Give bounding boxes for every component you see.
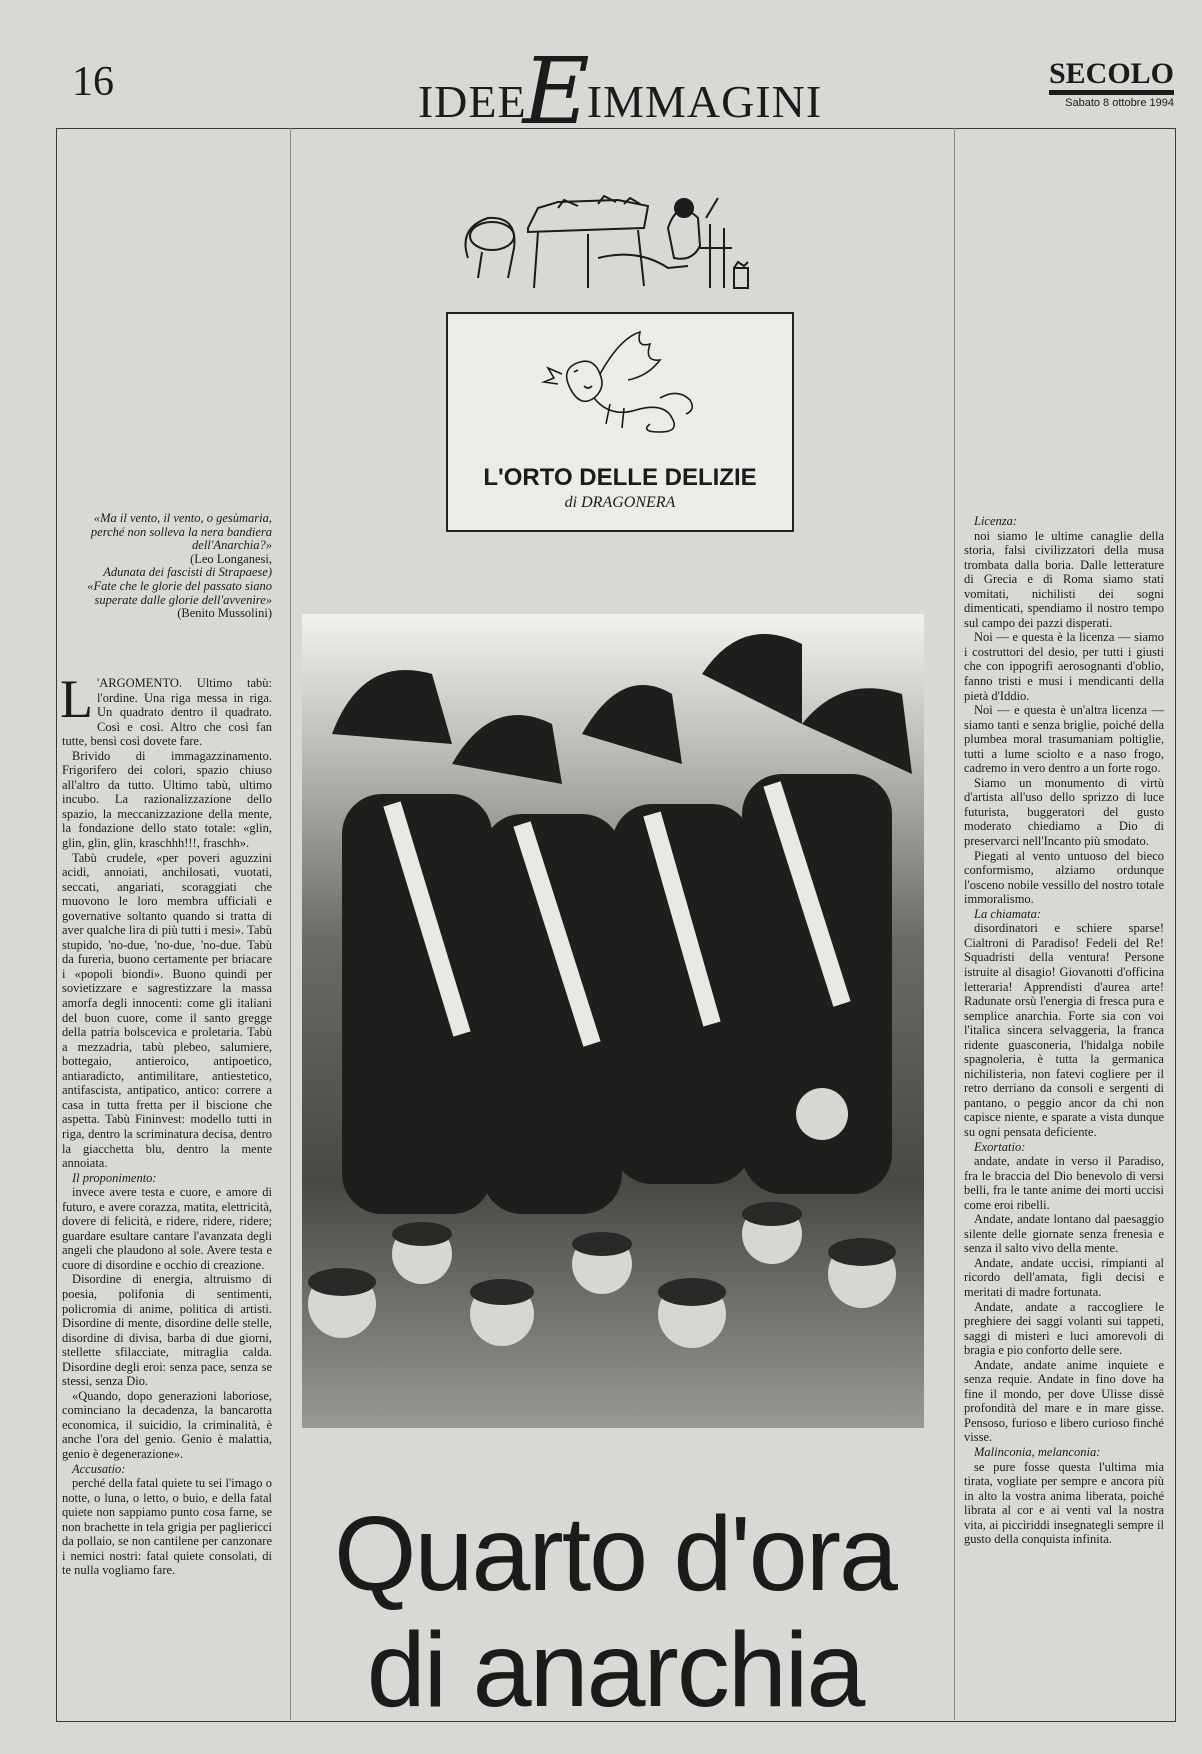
article-photo bbox=[302, 614, 924, 1428]
epigraph-source: (Benito Mussolini) bbox=[177, 606, 272, 621]
carabinieri-photo-image bbox=[302, 614, 924, 1428]
article-paragraph: Brivido di immagazzinamento. Frigorifero dei colori, spazio chiuso all'altro da tutto. Ultimo tabù, ultimo incubo. La razionalizzazione dello spazio, la meccanizzazione della mente, la fondazione dello stato totale: «glin, glin, glin, glin, kraschhh!!!, fraschh». bbox=[62, 748, 272, 851]
column-rule bbox=[954, 128, 955, 1720]
article-paragraph: invece avere testa e cuore, e amore di futuro, e avere corazza, matita, elettricità, dovere di felicità, e ridere, ridere, ridere; guardare esultare cantare l'avanzata degli angeli che plaudono al sole. Avere testa e cuore di disordine e occhio di creazione. bbox=[62, 1185, 272, 1272]
article-subhead: Il proponimento: bbox=[72, 1170, 157, 1185]
page-number: 16 bbox=[72, 59, 114, 105]
article-subhead: La chiamata: bbox=[974, 906, 1042, 921]
article-paragraph: «Quando, dopo generazioni laboriose, cominciano la decadenza, la bancarotta economica, il suicidio, la criminalità, è anche l'ora del genio. Genio è malattia, genio è degenerazione». bbox=[62, 1388, 272, 1461]
drop-cap: L bbox=[60, 669, 93, 729]
paper-name: SECOLO bbox=[1049, 58, 1174, 95]
epigraph bbox=[70, 512, 272, 621]
article-paragraph: Andate, andate a raccogliere le preghiere dei saggi volanti sui tappeti, saggi di misteri e luci amorevoli di bragia e pio conforto delle sere. bbox=[964, 1299, 1164, 1358]
article-subhead: Licenza: bbox=[974, 514, 1018, 528]
article-paragraph: disordinatori e schiere sparse! Cialtroni di Paradiso! Fedeli del Re! Squadristi della ventura! Persone istruite al disagio! Giovanotti d'officina letteraria! Apprendisti d'aurea arte! Radunate orsù l'energia di fresca pura e semplice anarchia. Forte sia con voi l'italica sincera selvaggeria, la franca ridente guasconeria, l'hidalga nobile spagnoleria, è tutta la germanica nichilisteria, non fatevi cogliere per il retro derriano da consoli e sergenti di pantano, o peggio ancor da chi non capisce niente, e sparate a vista dunque su ogni pensata deficiente. bbox=[964, 921, 1164, 1139]
article-subhead: Malinconia, melanconia: bbox=[974, 1445, 1101, 1459]
article-paragraph: Andate, andate anime inquiete e senza requie. Andate in fino dove ha fine il mondo, per dove Ulisse dissè profondità del mare e in mare gisse. Pensoso, furioso e libero curioso finché visse. bbox=[964, 1357, 1164, 1445]
headline-line: di anarchia bbox=[366, 1611, 864, 1729]
article-paragraph: Noi — e questa è un'altra licenza — siamo tanti e senza briglie, poiché della plumbea moral trasumaniam poltiglie, tutti a lume sciolto e a naso frogo, cadremo in vero dentro a un forte rogo. bbox=[964, 703, 1164, 776]
article-paragraph: noi siamo le ultime canaglie della storia, falsi civilizzatori della musa trombata dalla boria. Dalle letterature di Grecia e di Roma siamo stati vomitati, nichilisti dei sogni dimenticati, spendiamo il nostro tempo sul campo dei pazzi disperati. bbox=[964, 528, 1164, 630]
epigraph-quote: «Fate che le glorie del passato siano superate dalle glorie dell'avvenire» bbox=[87, 578, 272, 607]
article-paragraph: andate, andate in verso il Paradiso, fra le braccia del Dio benevolo di versi belli, fra le tante anime dei morti uccisi come eroi ribelli. bbox=[964, 1154, 1164, 1212]
article-paragraph: Disordine di energia, altruismo di poesia, polifonia di sentimenti, policromia di anime, politica di artisti. Disordine di mente, disordine delle stelle, disordine di divisa, barba di due giorni, stellette sfilacciate, mitraglia calda. Disordine degli eroi: senza pace, senza se stessi, senza Dio. bbox=[62, 1272, 272, 1389]
column-name: L'ORTO DELLE DELIZIE bbox=[483, 464, 757, 491]
office-cartoon-illustration bbox=[448, 188, 760, 298]
article-paragraph: Andate, andate uccisi, rimpianti al ricordo dell'amata, figli decisi e meritati di madre fortunata. bbox=[964, 1255, 1164, 1299]
section-title-prefix: IDEE bbox=[417, 76, 527, 127]
dragon-icon bbox=[540, 328, 700, 438]
epigraph-source: (Leo Longanesi, bbox=[190, 551, 272, 566]
section-title-e: E bbox=[522, 38, 591, 145]
epigraph-quote: «Ma il vento, il vento, o gesùmaria, perché non solleva la nera bandiera dell'Anarchia?» bbox=[90, 511, 272, 553]
article-paragraph: se pure fosse questa l'ultima mia tirata, vogliate per sempre e ancora più in alto la vostra anima liberata, poiché librata al cor e ai venti val la nostra vita, ai piccìriddi insegnategli sempre il gusto della conquista infinita. bbox=[964, 1459, 1164, 1547]
section-title-suffix: IMMAGINI bbox=[586, 76, 823, 127]
column-box bbox=[446, 312, 794, 532]
article-paragraph: perché della fatal quiete tu sei l'imago o notte, o luna, o letto, o buio, e della fatal quiete non sappiamo punto cosa farne, se non brachette in tela grigia per pagliericci da pollaio, se non cantilene per canzonare i nemici nostri: fatal quiete consolati, di te nulla vogliamo fare. bbox=[62, 1476, 272, 1578]
article-subhead: Exortatio: bbox=[974, 1139, 1026, 1154]
masthead bbox=[1049, 58, 1174, 109]
article-paragraph: Noi — e questa è la licenza — siamo i costruttori del desio, per tutti i giusti che con ippogrifi aerosognanti d'oblio, fanno tristi e musi i mendicanti della pietà d'Iddio. bbox=[964, 630, 1164, 703]
article-headline bbox=[300, 1496, 930, 1728]
epigraph-source: Adunata dei fascisti di Strapaese) bbox=[103, 565, 272, 580]
article-column-left bbox=[60, 669, 272, 1578]
article-paragraph: Siamo un monumento di virtù d'artista all'uso dello sprizzo di luce futurista, buggeratori del gusto moderato chiediamo a Dio di preservarci nell'Incanto più smodato. bbox=[964, 775, 1164, 849]
column-byline: di DRAGONERA bbox=[564, 494, 676, 511]
column-rule bbox=[290, 128, 291, 1720]
article-paragraph: Piegati al vento untuoso del bieco conformismo, alziamo ordunque l'osceno nobile vessillo del nostro totale immoralismo. bbox=[964, 848, 1164, 907]
section-title bbox=[400, 38, 840, 145]
article-paragraph: Andate, andate lontano dal paesaggio silente delle giornate senza frenesia e senza il salto vivo della mente. bbox=[964, 1212, 1164, 1256]
issue-date: Sabato 8 ottobre 1994 bbox=[1065, 97, 1174, 109]
article-subhead: Accusatio: bbox=[72, 1461, 126, 1476]
headline-line: Quarto d'ora bbox=[334, 1495, 896, 1613]
article-column-right bbox=[964, 514, 1164, 1547]
article-paragraph: Tabù crudele, «per poveri aguzzini acidi, annoiati, anchilosati, vuotati, seccati, angariati, scoraggiati che muovono le loro membra ufficiali e governative soltanto quando si tratta di aver qualche lira di più tutti i mesi». Tabù stupido, 'no-due, 'no-due, 'no-due. Tabù da fureria, buono certamente per briacare i «popoli biondi». Buono quindi per sovietizzare e sagrestizzare la massa amorfa degli innocenti: come gli italiani del buon cuore, come il santo gregge della patria bolscevica e proletaria. Tabù a mezzadria, tabù plebeo, salumiere, bottegaio, antieroico, antipoetico, antiaradicto, antimilitare, antiestetico, antifascista, antipatico, antico: correre a casa in tutta fretta per il biscione che aspetta. Tabù Fininvest: modello tutti in riga, dentro la scriminatura decisa, dentro la giacchetta blu, dentro la mente annoiata. bbox=[62, 850, 272, 1171]
article-paragraph: 'ARGOMENTO. Ultimo tabù: l'ordine. Una riga messa in riga. Un quadrato dentro il quadrato. Così e così. Altro che così fan tutte, bensì così dovete fare. bbox=[62, 676, 272, 749]
